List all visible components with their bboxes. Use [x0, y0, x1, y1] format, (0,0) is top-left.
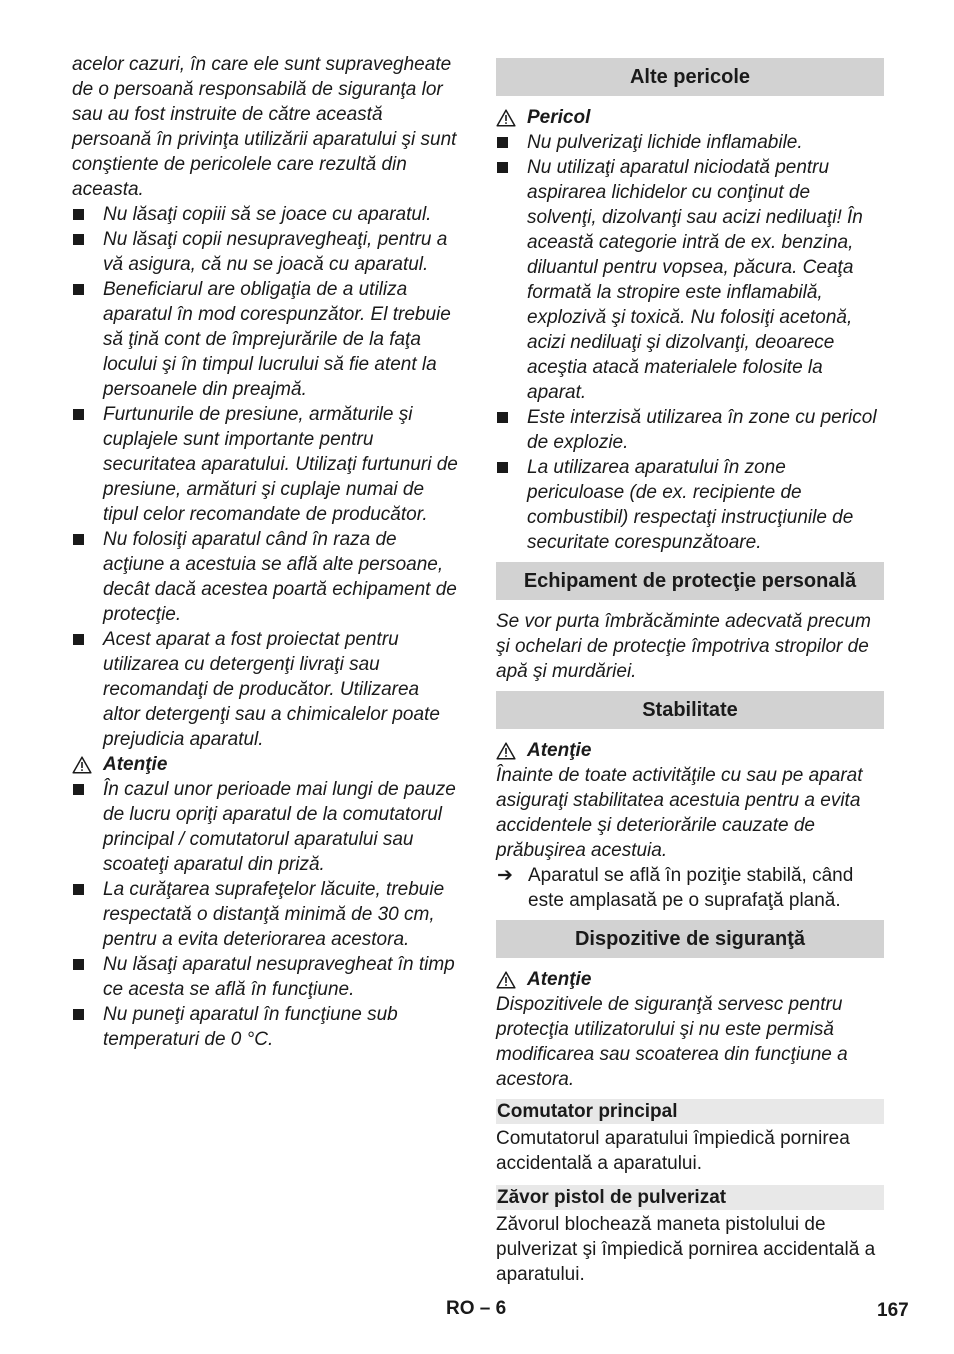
- list-item: Este interzisă utilizarea în zone cu pericol de explozie.: [496, 405, 884, 455]
- list-item: Acest aparat a fost proiectat pentru utilizarea cu detergenţi livraţi sau recomandaţi de producător. Utilizarea altor detergenţi sau a chimicalelor poate prejudicia aparatul.: [72, 627, 460, 752]
- intro-continuation: acelor cazuri, în care ele sunt supravegheate de o persoană responsabilă de siguranţa lor sau au fost instruite de către această persoană în privinţa utilizării aparatului şi sunt conştiente de pericolele care rezultă din aceasta.: [72, 54, 457, 200]
- list-item: Nu folosiţi aparatul când în raza de acţiune a acestuia se află alte persoane, decât dacă acestea poartă echipament de protecţie.: [72, 527, 460, 627]
- subheading-zavor: Zăvor pistol de pulverizat: [496, 1185, 884, 1210]
- list-item: Furtunurile de presiune, armăturile şi cuplajele sunt importante pentru securitatea aparatului. Utilizaţi furtunuri de presiune, armături şi cuplaje numai de tipul celor recomandate de producător.: [72, 402, 460, 527]
- warning-triangle-icon: [496, 971, 516, 989]
- paragraph: Înainte de toate activităţile cu sau pe aparat asiguraţi stabilitatea acestuia pentru a evita accidentele şi deteriorările cauzate de prăbuşirea acestuia.: [496, 765, 863, 861]
- warning-label: Atenţie: [527, 740, 592, 761]
- page-number: 167: [877, 1300, 909, 1321]
- warning-triangle-icon: [496, 109, 516, 127]
- warning-danger: [496, 105, 884, 130]
- list-item: La utilizarea aparatului în zone periculoase (de ex. recipiente de combustibil) respectaţi instrucţiunile de securitate corespunzătoare.: [496, 455, 884, 555]
- warning-label: Atenţie: [527, 969, 592, 990]
- left-column: [72, 52, 460, 1052]
- footer-section-label: RO – 6: [446, 1298, 507, 1319]
- warning-attention: [496, 967, 884, 992]
- warning-triangle-icon: [496, 742, 516, 760]
- list-item: Nu lăsaţi copiii să se joace cu aparatul.: [72, 202, 460, 227]
- list-item: Nu lăsaţi aparatul nesupravegheat în timp ce acesta se află în funcţiune.: [72, 952, 460, 1002]
- section-heading-alte-pericole: Alte pericole: [496, 58, 884, 96]
- arrow-right-icon: ➔: [497, 865, 513, 886]
- section-heading-dispozitive: Dispozitive de siguranţă: [496, 920, 884, 958]
- list-item: Nu lăsaţi copii nesupravegheaţi, pentru a vă asigura, că nu se joacă cu aparatul.: [72, 227, 460, 277]
- list-item: Nu puneţi aparatul în funcţiune sub temperaturi de 0 °C.: [72, 1002, 460, 1052]
- right-column: [496, 52, 884, 1287]
- warning-label: Pericol: [527, 107, 591, 128]
- section-heading-stabilitate: Stabilitate: [496, 691, 884, 729]
- list-item: Nu pulverizaţi lichide inflamabile.: [496, 130, 884, 155]
- result-item: [496, 863, 884, 913]
- section-heading-echipament: Echipament de protecţie personală: [496, 562, 884, 600]
- list-item: Nu utilizaţi aparatul niciodată pentru aspirarea lichidelor cu conţinut de solvenţi, dizolvanţi sau acizi nediluaţi! În această categorie intră de ex. benzina, diluantul pentru vopsea, păcura. Ceaţa formată la stropire este inflamabilă, explozivă şi toxică. Nu folosiţi acetonă, acizi nediluaţi şi dizolvanţi, deoarece aceştia atacă materialele folosite la aparat.: [496, 155, 884, 405]
- warning-label: Atenţie: [103, 754, 168, 775]
- paragraph: Dispozitivele de siguranţă servesc pentru protecţia utilizatorului şi nu este permisă modificarea sau scoaterea din funcţiune a acestora.: [496, 994, 848, 1090]
- list-item: La curăţarea suprafeţelor lăcuite, trebuie respectată o distanţă minimă de 30 cm, pentru a evita deteriorarea acestora.: [72, 877, 460, 952]
- warning-attention: [72, 752, 460, 777]
- list-item: În cazul unor perioade mai lungi de pauze de lucru opriţi aparatul de la comutatorul principal / comutatorul aparatului sau scoateţi aparatul din priză.: [72, 777, 460, 877]
- paragraph: Zăvorul blochează maneta pistolului de pulverizat şi împiedică pornirea accidentală a aparatului.: [496, 1214, 876, 1285]
- warning-triangle-icon: [72, 756, 92, 774]
- result-text: Aparatul se află în poziţie stabilă, când este amplasată pe o suprafaţă plană.: [528, 865, 854, 911]
- subheading-comutator: Comutator principal: [496, 1099, 884, 1124]
- paragraph: Se vor purta îmbrăcăminte adecvată precum şi ochelari de protecţie împotriva stropilor de apă şi murdăriei.: [496, 611, 871, 682]
- paragraph: Comutatorul aparatului împiedică pornirea accidentală a aparatului.: [496, 1128, 850, 1174]
- list-item: Beneficiarul are obligaţia de a utiliza aparatul în mod corespunzător. El trebuie să ţină cont de împrejurările de la faţa locului şi în timpul lucrului să fie atent la persoanele din preajmă.: [72, 277, 460, 402]
- warning-attention: [496, 738, 884, 763]
